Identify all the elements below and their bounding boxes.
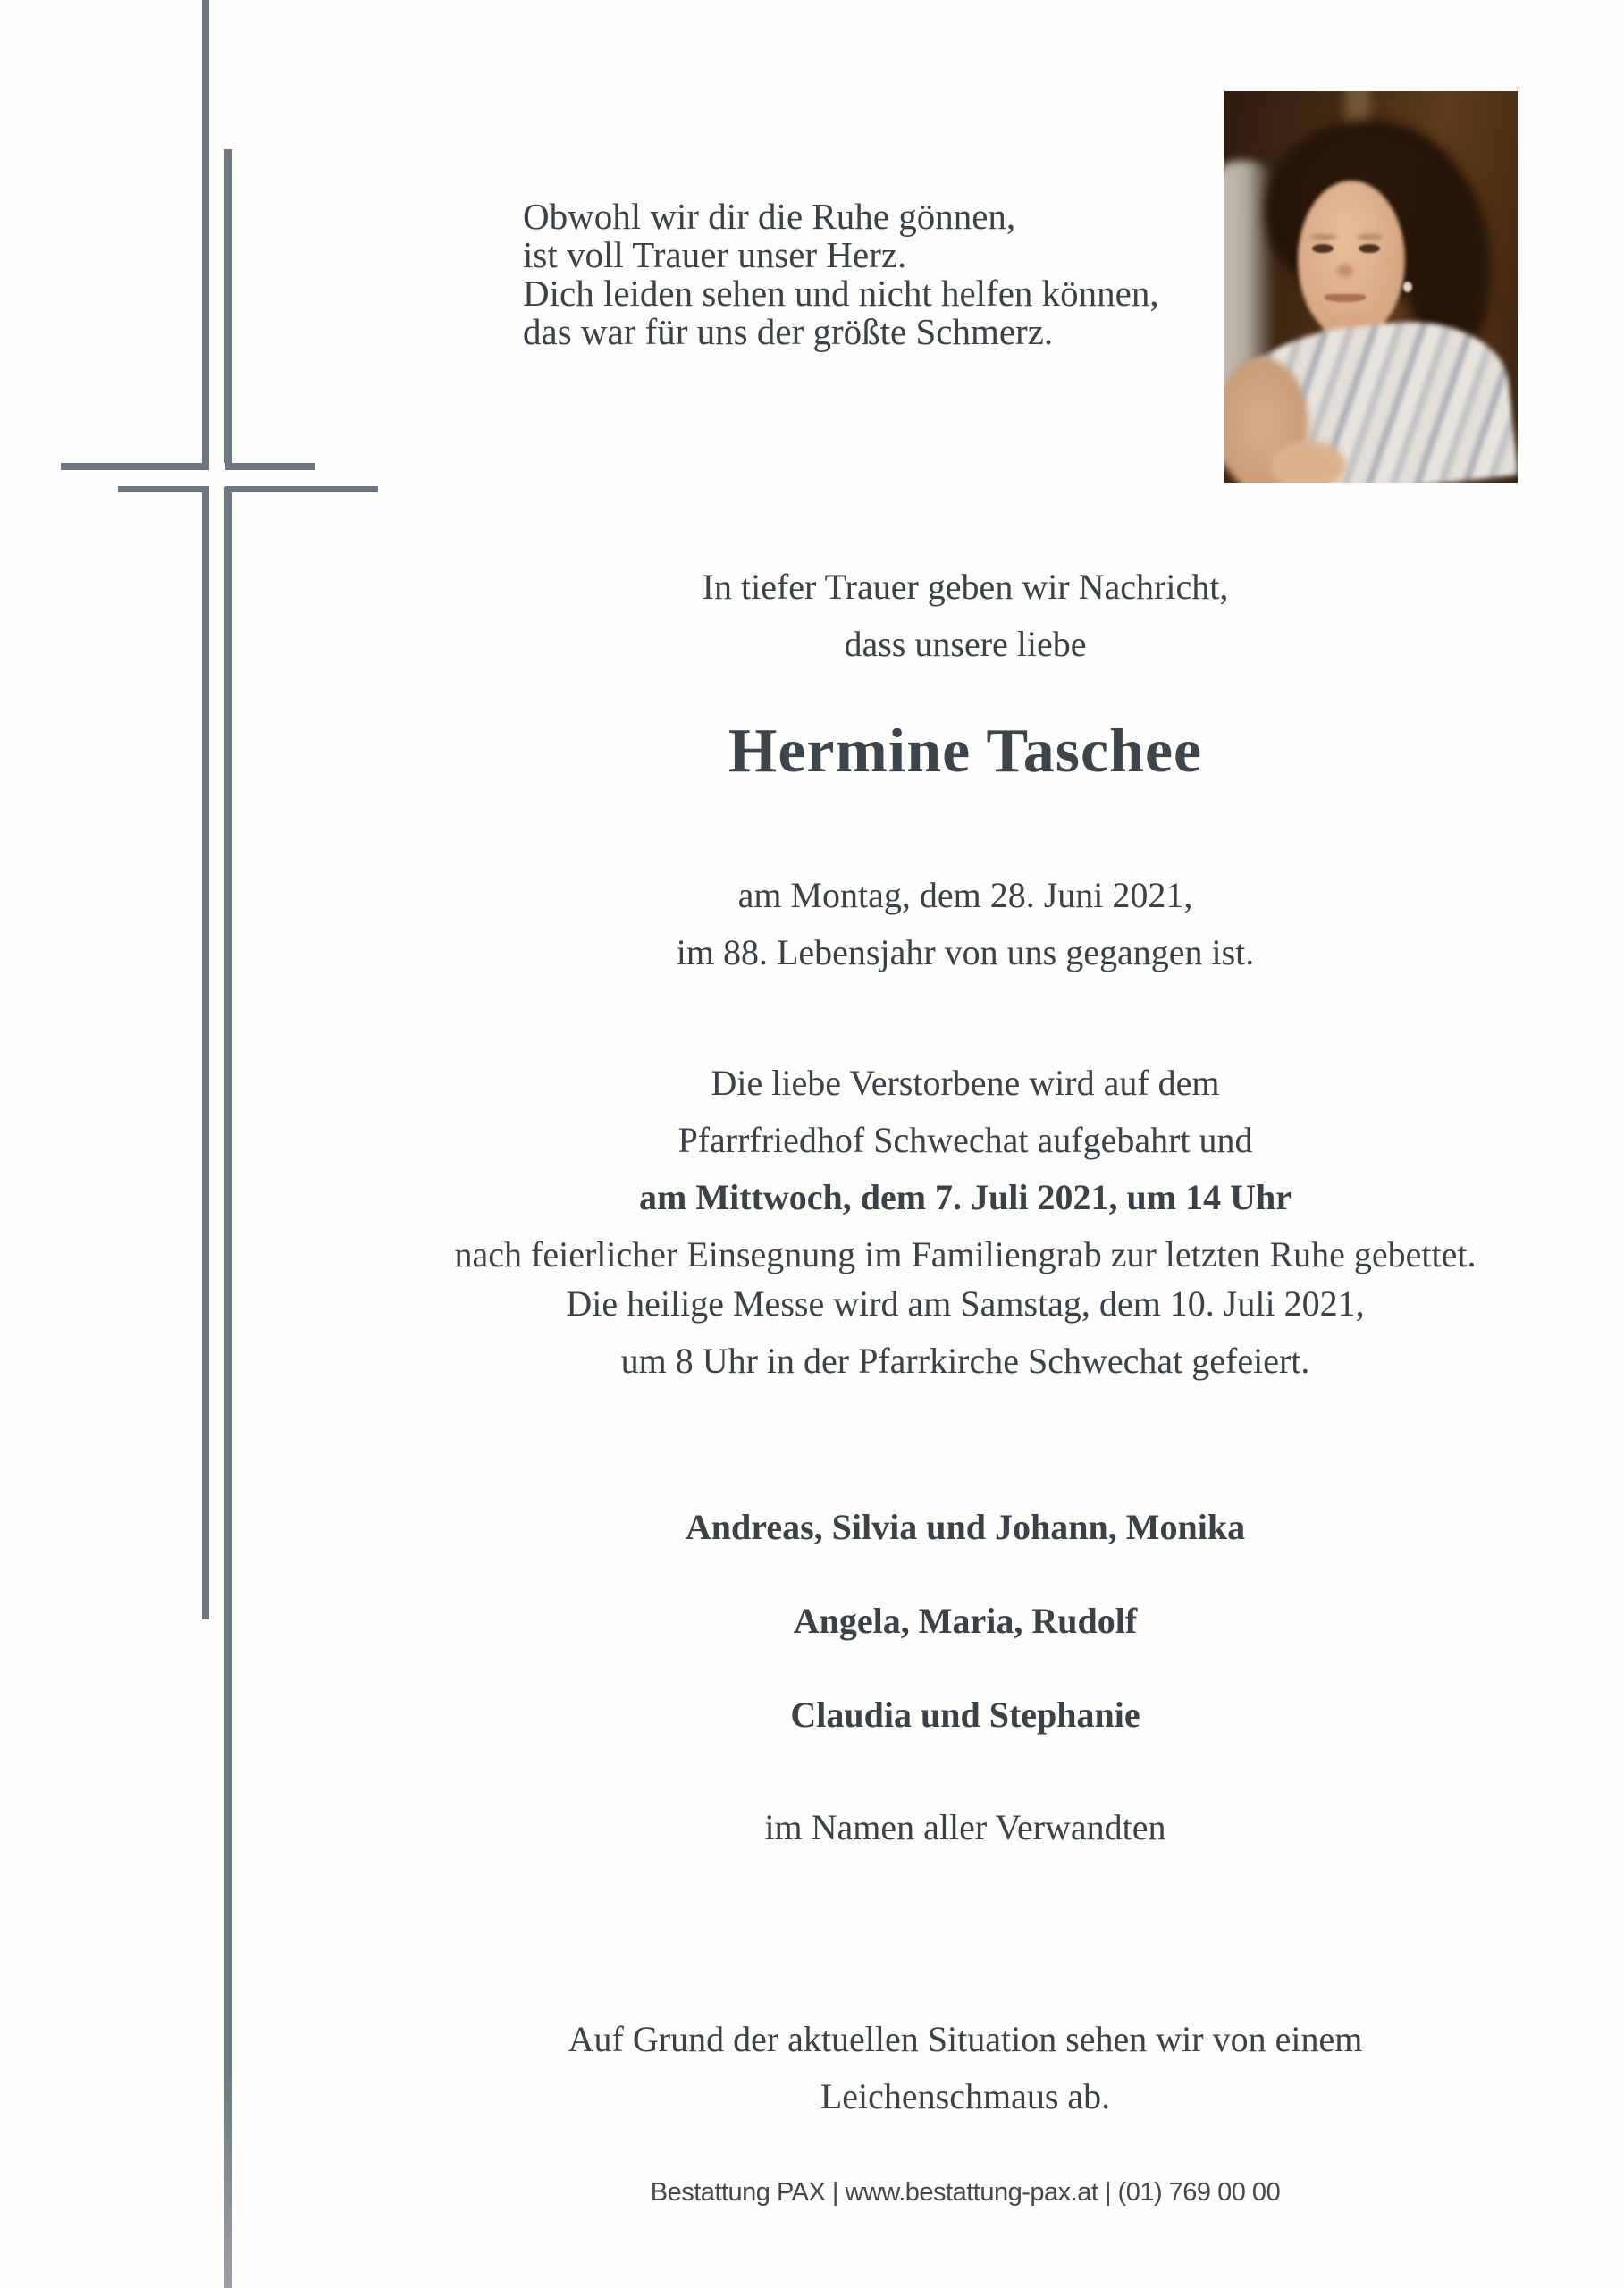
mourners-line: Angela, Maria, Rudolf xyxy=(793,1601,1138,1641)
poem-line: ist voll Trauer unser Herz. xyxy=(523,234,907,275)
photo-hand xyxy=(1271,442,1346,483)
funeral-details-line: Pfarrfriedhof Schwechat aufgebahrt und xyxy=(677,1120,1253,1160)
covid-note-line: Auf Grund der aktuellen Situation sehen wir von einem xyxy=(568,2019,1363,2059)
photo-curtain xyxy=(1224,161,1275,465)
death-date-line: am Montag, dem 28. Juni 2021, xyxy=(737,875,1193,915)
covid-note xyxy=(307,2011,1624,2125)
cross-vertical-right-bottom-segment xyxy=(224,487,232,2288)
covid-note-line: Leichenschmaus ab. xyxy=(820,2076,1111,2116)
portrait-photo xyxy=(1224,91,1518,483)
poem-line: Obwohl wir dir die Ruhe gönnen, xyxy=(523,196,1016,237)
memorial-poem xyxy=(523,198,1159,351)
photo-hair xyxy=(1266,120,1469,302)
mass-details-line: Die heilige Messe wird am Samstag, dem 10. Juli 2021, xyxy=(566,1283,1365,1324)
announcement-intro-line: dass unsere liebe xyxy=(844,624,1087,664)
mass-details xyxy=(307,1275,1624,1390)
cross-vertical-right-top-segment xyxy=(224,149,232,463)
poem-line: Dich leiden sehen und nicht helfen können, xyxy=(523,273,1159,314)
photo-nose xyxy=(1337,265,1353,277)
funeral-details-line: Die liebe Verstorbene wird auf dem xyxy=(711,1063,1220,1103)
photo-blouse xyxy=(1229,312,1518,483)
mourners-line: Claudia und Stephanie xyxy=(790,1695,1140,1735)
funeral-home-footer: Bestattung PAX | www.bestattung-pax.at | (01) 769 00 00 xyxy=(650,2178,1281,2207)
photo-hair-side xyxy=(1405,173,1491,365)
funeral-details xyxy=(307,1055,1624,1283)
poem-line: das war für uns der größte Schmerz. xyxy=(523,311,1054,352)
photo-face xyxy=(1298,181,1405,340)
photo-brow-right xyxy=(1357,234,1384,240)
photo-eye-right xyxy=(1359,244,1380,253)
cross-vertical-left-bottom-segment xyxy=(202,492,209,1619)
deceased-name: Hermine Taschee xyxy=(728,717,1203,786)
funeral-details-line: nach feierlicher Einsegnung im Familiengrab zur letzten Ruhe gebettet. xyxy=(454,1234,1477,1274)
mass-details-line: um 8 Uhr in der Pfarrkirche Schwechat gefeiert. xyxy=(620,1341,1310,1381)
cross-horizontal-upper-left-segment xyxy=(61,463,209,470)
cross-horizontal-upper-right-segment xyxy=(225,463,315,470)
cross-horizontal-lower-left-segment xyxy=(118,486,209,492)
death-date xyxy=(307,867,1624,981)
announcement-intro-line: In tiefer Trauer geben wir Nachricht, xyxy=(702,567,1229,607)
photo-earring xyxy=(1403,282,1412,292)
cross-horizontal-lower-right-segment xyxy=(225,486,378,492)
death-date-line: im 88. Lebensjahr von uns gegangen ist. xyxy=(676,932,1255,972)
cross-vertical-left-top-segment xyxy=(202,0,209,469)
closing-line: im Namen aller Verwandten xyxy=(764,1807,1166,1847)
photo-neck xyxy=(1323,313,1387,350)
photo-eye-left xyxy=(1312,244,1334,253)
funeral-date-time: am Mittwoch, dem 7. Juli 2021, um 14 Uhr xyxy=(639,1177,1292,1217)
photo-background-streak xyxy=(1345,91,1370,145)
announcement-intro xyxy=(307,559,1624,673)
photo-mouth xyxy=(1325,294,1366,302)
photo-brow-left xyxy=(1310,234,1337,240)
photo-arm xyxy=(1224,358,1308,483)
mourners-line: Andreas, Silvia und Johann, Monika xyxy=(685,1507,1246,1547)
